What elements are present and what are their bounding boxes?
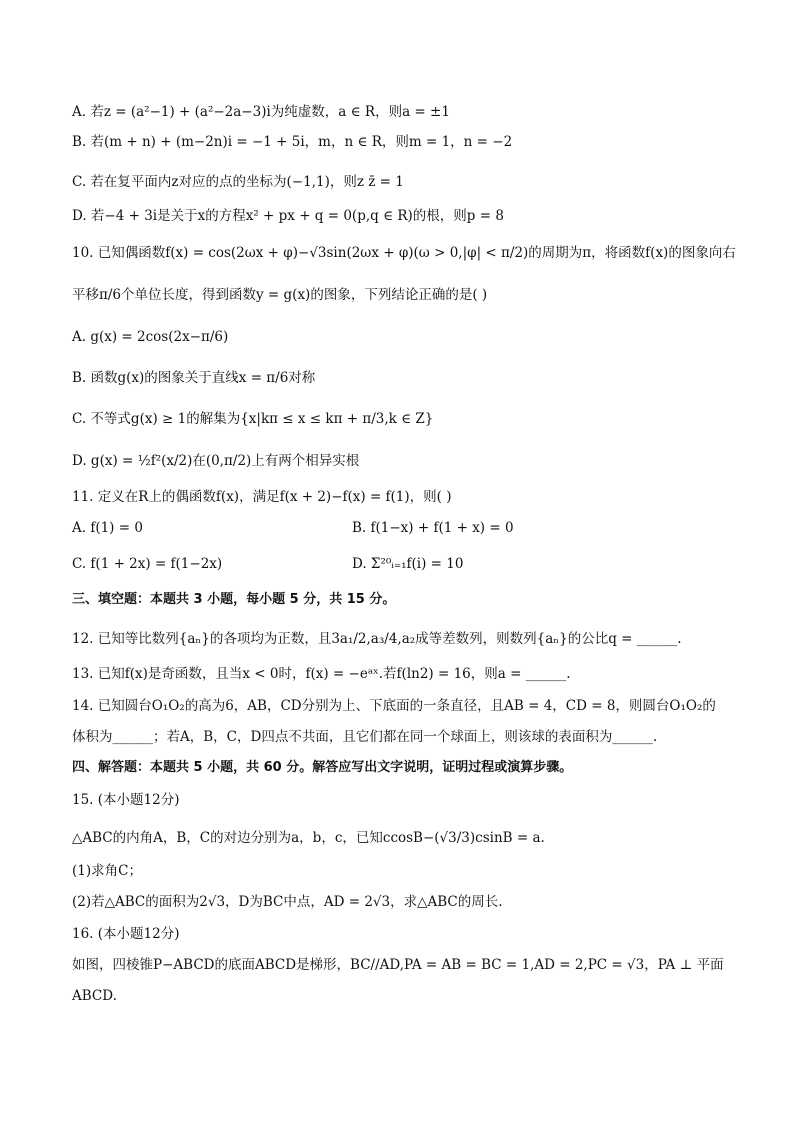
q10-option-a: A. g(x) = 2cos(2x−π/6) (72, 329, 229, 345)
q10-option-d: D. g(x) = ½f²(x/2)在(0,π/2)上有两个相异实根 (72, 453, 360, 469)
q11-stem: 11. 定义在R上的偶函数f(x)，满足f(x + 2)−f(x) = f(1)，则( ) (72, 489, 452, 505)
q9-option-c: C. 若在复平面内z对应的点的坐标为(−1,1)，则z z̄ = 1 (72, 174, 404, 190)
q11-option-c: C. f(1 + 2x) = f(1−2x) (72, 556, 223, 572)
q13-stem: 13. 已知f(x)是奇函数，且当x < 0时，f(x) = −eᵃˣ.若f(ln2) = 16，则a = ______. (72, 666, 571, 682)
section-fill-in-heading: 三、填空题：本题共 3 小题，每小题 5 分，共 15 分。 (72, 592, 396, 607)
q15-stem: △ABC的内角A，B，C的对边分别为a，b，c，已知ccosB−(√3/3)csinB = a. (72, 830, 545, 846)
q11-option-d: D. Σ²⁰ᵢ₌₁f(i) = 10 (352, 556, 464, 572)
q16-stem-cont: ABCD. (72, 988, 117, 1004)
q15-part-1: (1)求角C； (72, 863, 142, 879)
q10-stem: 10. 已知偶函数f(x) = cos(2ωx + φ)−√3sin(2ωx + φ)(ω > 0,|φ| < π/2)的周期为π，将函数f(x)的图象向右 (72, 245, 736, 261)
q14-stem-cont: 体积为______；若A，B，C，D四点不共面，且它们都在同一个球面上，则该球的表面积为______. (72, 729, 658, 745)
q10-option-b: B. 函数g(x)的图象关于直线x = π/6对称 (72, 370, 316, 386)
q9-option-d: D. 若−4 + 3i是关于x的方程x² + px + q = 0(p,q ∈ R)的根，则p = 8 (72, 208, 504, 224)
section-answer-heading: 四、解答题：本题共 5 小题，共 60 分。解答应写出文字说明，证明过程或演算步骤。 (72, 760, 573, 775)
q14-stem: 14. 已知圆台O₁O₂的高为6，AB，CD分别为上、下底面的一条直径，且AB = 4，CD = 8，则圆台O₁O₂的 (72, 698, 716, 714)
q9-option-b: B. 若(m + n) + (m−2n)i = −1 + 5i，m，n ∈ R，则m = 1，n = −2 (72, 134, 513, 150)
q15-part-2: (2)若△ABC的面积为2√3，D为BC中点，AD = 2√3，求△ABC的周长. (72, 894, 503, 910)
q16-header: 16. (本小题12分) (72, 926, 180, 942)
q11-option-a: A. f(1) = 0 (72, 520, 143, 536)
q10-stem-cont: 平移π/6个单位长度，得到函数y = g(x)的图象，下列结论正确的是( ) (72, 287, 488, 303)
q9-option-a: A. 若z = (a²−1) + (a²−2a−3)i为纯虚数，a ∈ R，则a = ±1 (72, 104, 450, 120)
q11-option-b: B. f(1−x) + f(1 + x) = 0 (352, 520, 514, 536)
q16-stem: 如图，四棱锥P−ABCD的底面ABCD是梯形，BC//AD,PA = AB = BC = 1,AD = 2,PC = √3，PA ⊥ 平面 (72, 957, 724, 973)
q15-header: 15. (本小题12分) (72, 792, 180, 808)
q12-stem: 12. 已知等比数列{aₙ}的各项均为正数，且3a₁/2,a₃/4,a₂成等差数列，则数列{aₙ}的公比q = ______. (72, 631, 682, 647)
q10-option-c: C. 不等式g(x) ≥ 1的解集为{x|kπ ≤ x ≤ kπ + π/3,k ∈ Z} (72, 411, 434, 427)
